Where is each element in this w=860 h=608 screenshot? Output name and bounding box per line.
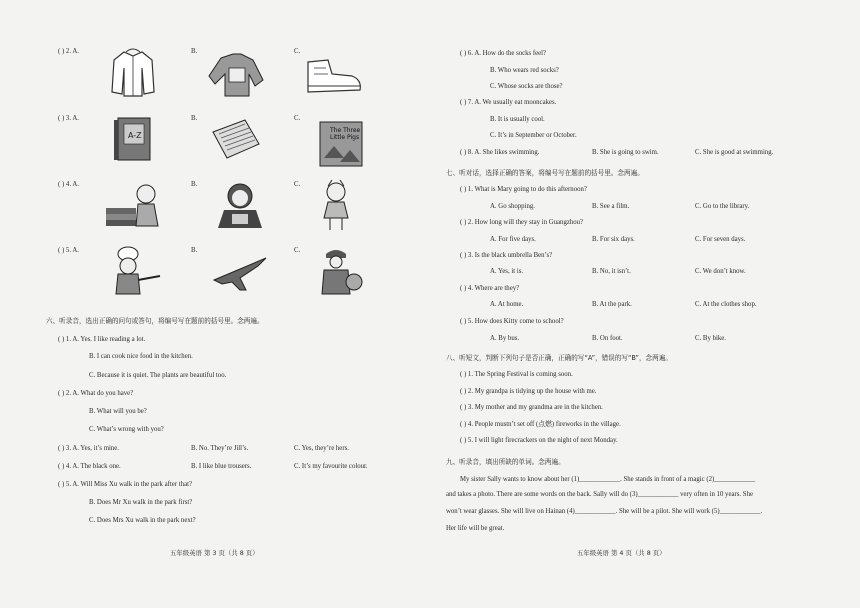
option-b: B. Who wears red socks? [490,67,559,74]
option-b-label: B. [191,115,198,122]
option-c-label: C. [294,48,301,55]
question-text: ( ) 5. A. Will Miss Xu walk in the park after that? [58,481,192,488]
question-text: ( ) 8. A. She likes swimming. [460,149,540,156]
option-b: B. What will you be? [89,408,147,415]
option-c: C. Because it is quiet. The plants are beautiful too. [89,372,227,379]
question-text: ( ) 1. A. Yes. I like reading a lot. [58,336,146,343]
svg-text:Little Pigs: Little Pigs [330,134,360,141]
option-b: B. At the park. [592,301,632,308]
question-number: ( ) 2. A. [58,48,79,55]
option-c: C. Yes, they’re hers. [294,445,349,452]
question-text: ( ) 3. Is the black umbrella Ben’s? [460,252,553,259]
section-8-item-5: ( ) 5. I will light firecrackers on the night of next Monday. [460,437,618,444]
question-text: ( ) 4. Where are they? [460,285,520,292]
question-text: ( ) 7. A. We usually eat mooncakes. [460,99,557,106]
option-c: C. What’s wrong with you? [89,426,164,433]
option-a: A. For five days. [490,236,536,243]
newspaper-icon [205,112,267,166]
option-a: A. Go shopping. [490,203,535,210]
option-c: C. For seven days. [695,236,746,243]
option-b: B. She is going to swim. [592,149,659,156]
question-number: ( ) 5. A. [58,247,79,254]
option-b: B. No, it isn’t. [592,268,631,275]
option-c: C. It’s my favourite colour. [294,463,368,470]
dictionary-icon [102,112,164,166]
section-9-heading: 九、听录音，填出所缺的单词。念两遍。 [446,458,565,466]
fighter-jet-icon [210,244,272,298]
passage-line-1: My sister Sally wants to know about her (1)____________. She stands in front of a magic (2)____________ [460,476,756,483]
option-b: B. Does Mr Xu walk in the park first? [89,499,193,506]
option-b: B. For six days. [592,236,635,243]
option-c: C. Whose socks are those? [490,83,563,90]
option-a: A. By bus. [490,335,520,342]
option-b-label: B. [191,247,198,254]
page-footer: 五年级英语 第 4 页（共 8 页） [577,549,666,557]
girl-with-books-icon [102,178,164,232]
page-footer: 五年级英语 第 3 页（共 8 页） [170,549,259,557]
question-number: ( ) 4. A. [58,181,79,188]
passage-line-4: Her life will be great. [446,525,505,532]
question-text: ( ) 2. A. What do you have? [58,390,134,397]
option-b-label: B. [191,181,198,188]
option-c: C. At the clothes shop. [695,301,757,308]
option-c-label: C. [294,247,301,254]
section-8-item-2: ( ) 2. My grandpa is tidying up the house with me. [460,388,597,395]
soldier-icon [306,244,368,298]
section-8-heading: 八、听短文，判断下列句子是否正确，正确的写“A”，错误的写“B”，念两遍。 [446,354,672,362]
sweater-icon [205,46,267,100]
option-a: A. Yes, it is. [490,268,524,275]
passage-line-3: won’t wear glasses. She will live on Hainan (4)____________. She will be a pilot. She will work (5)____________. [446,508,763,515]
question-text: ( ) 5. How does Kitty come to school? [460,318,564,325]
question-text: ( ) 2. How long will they stay in Guangzhou? [460,219,584,226]
option-c: C. She is good at swimming. [695,149,774,156]
section-8-item-4: ( ) 4. People mustn’t set off (点燃) fireworks in the village. [460,421,621,428]
option-b: B. It is usually cool. [490,116,545,123]
cook-icon [102,244,164,298]
option-c: C. Does Mrs Xu walk in the park next? [89,517,196,524]
question-text: ( ) 6. A. How do the socks feel? [460,50,547,57]
question-text: ( ) 3. A. Yes, it’s mine. [58,445,119,452]
coat-icon [102,46,164,100]
girl-listening-icon [306,178,368,232]
svg-text:The Three: The Three [330,127,361,134]
section-8-item-1: ( ) 1. The Spring Festival is coming soon. [460,371,573,378]
question-text: ( ) 4. A. The black one. [58,463,121,470]
option-b: B. I like blue trousers. [191,463,252,470]
exam-page-4 [430,0,860,608]
section-8-item-3: ( ) 3. My mother and my grandma are in the kitchen. [460,404,603,411]
section-6-heading: 六、听录音，选出正确的问句或答句，将编号写在题前的括号里。念两遍。 [46,317,264,325]
girl-drawing-icon [210,178,272,232]
sneaker-icon [302,46,364,100]
svg-text:A-Z: A-Z [128,131,142,140]
option-b-label: B. [191,48,198,55]
option-b: B. On foot. [592,335,623,342]
option-a: A. At home. [490,301,524,308]
section-7-heading: 七、听对话，选择正确的答案，将编号写在题前的括号里。念两遍。 [446,169,644,177]
option-c: C. It’s in September or October. [490,132,577,139]
option-c-label: C. [294,181,301,188]
option-c: C. By bike. [695,335,726,342]
question-text: ( ) 1. What is Mary going to do this afternoon? [460,186,587,193]
option-b: B. See a film. [592,203,630,210]
storybook-icon [314,118,376,172]
option-c: C. Go to the library. [695,203,750,210]
question-number: ( ) 3. A. [58,115,79,122]
option-c: C. We don’t know. [695,268,746,275]
option-c-label: C. [294,115,301,122]
passage-line-2: and takes a photo. There are some words on the back. Sally will do (3)____________ very often in 10 years. She [446,491,753,498]
option-b: B. No. They’re Jill’s. [191,445,249,452]
option-b: B. I can cook nice food in the kitchen. [89,353,193,360]
